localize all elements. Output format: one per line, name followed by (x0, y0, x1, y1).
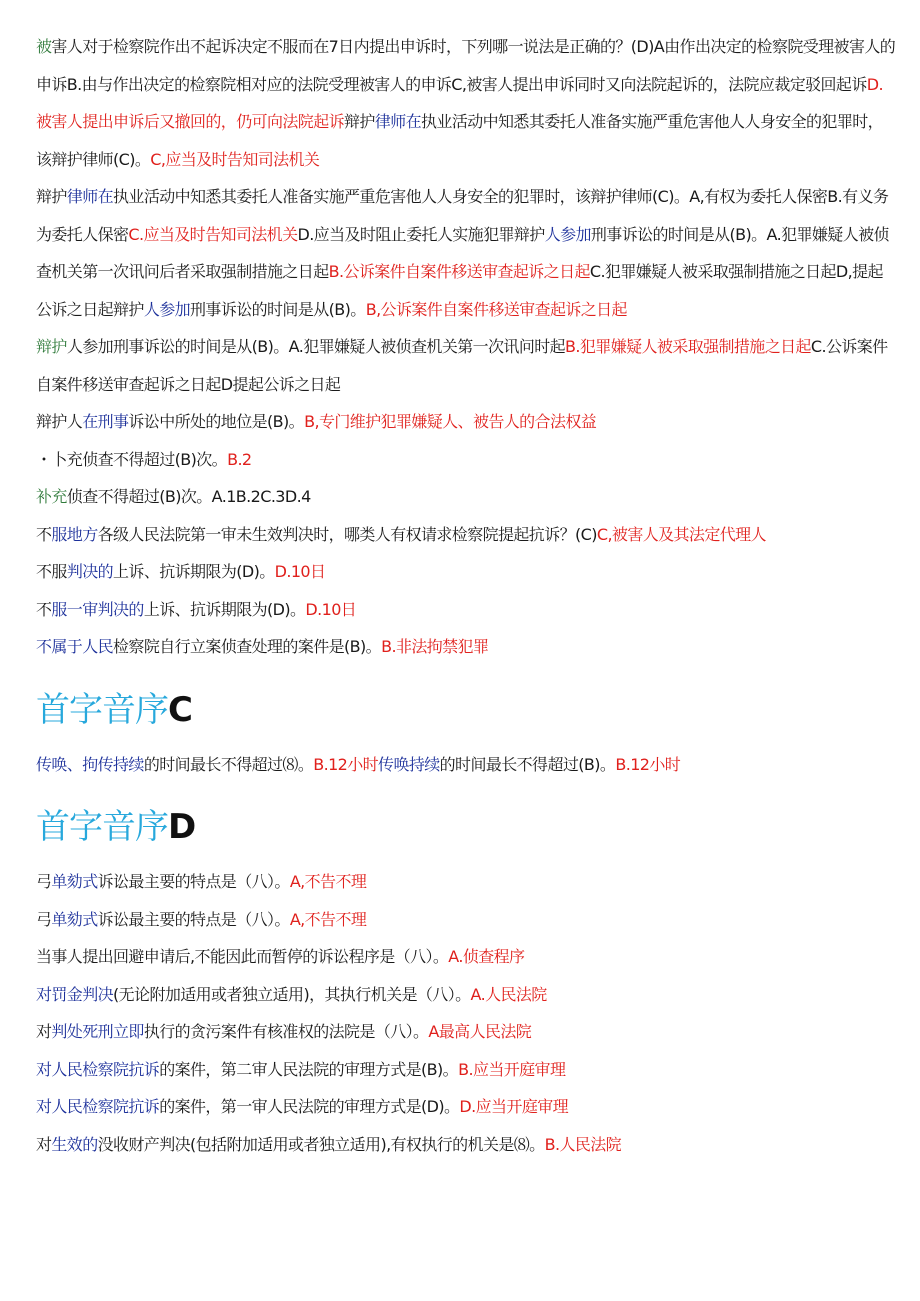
text-segment: 对罚金判决 (36, 984, 114, 1004)
paragraph (36, 553, 898, 591)
text-segment: 被 (36, 37, 52, 56)
text-segment: 辩护 (36, 337, 67, 356)
text-segment: B.12小时 (313, 754, 379, 774)
text-segment: 对人民检察院抗诉 (36, 1059, 160, 1079)
text-segment: 判处死刑立即 (51, 1022, 144, 1041)
text-segment: 害人对于检察院作出不起诉决定不服而在7日内提出申诉时，下列哪一说法是正确的？(D)A由作出决定的检察院受理被害人的申诉B.由与作出决定的检察院相对应的法院受理被害人的申诉C,被害人提出申诉同时又向法院起诉的，法院应裁定驳回起诉 (36, 37, 896, 94)
text-segment: 检察院自行立案侦查处理的案件是(B)。 (113, 637, 382, 656)
text-segment: 侦查不得超过(B)次。A.1B.2C.3D.4 (66, 487, 311, 506)
text-segment: 诉讼中所处的地位是(B)。 (128, 412, 305, 431)
paragraph (36, 178, 898, 328)
document-page (36, 28, 898, 1163)
text-segment: 不 (36, 599, 52, 619)
paragraph (36, 901, 898, 939)
text-segment: 对 (36, 1022, 52, 1041)
paragraph (36, 1051, 898, 1089)
paragraph (36, 478, 898, 516)
section-heading-d-letter: D (168, 807, 196, 847)
text-segment: 的案件，第二审人民法院的审理方式是(B)。 (159, 1059, 459, 1079)
text-segment: 刑事诉讼的时间是从(B)。 (190, 299, 366, 319)
text-segment: 服地方 (51, 524, 98, 544)
text-segment: 在刑事 (82, 412, 129, 431)
text-segment: 的案件，第一审人民法院的审理方式是(D)。 (159, 1097, 460, 1116)
text-segment: B.应当开庭审理 (458, 1059, 566, 1079)
paragraph (36, 28, 898, 178)
paragraph (36, 863, 898, 901)
text-segment: 辩护人 (36, 412, 83, 431)
text-segment: C,应当及时告知司法机关 (150, 149, 320, 169)
text-segment: B.犯罪嫌疑人被采取强制措施之日起 (565, 337, 811, 356)
text-segment: 诉讼最主要的特点是（八）。 (97, 909, 290, 929)
text-segment: 对人民检察院抗诉 (36, 1097, 160, 1116)
text-segment: 的时间最长不得超过(B)。 (439, 754, 616, 774)
paragraph (36, 976, 898, 1014)
section-heading-c-letter: C (168, 689, 192, 730)
text-segment: 执业活动中知悉其委托人准备实施严重危害他人人身安全的犯罪时，该辩护律师(C)。A,有权为委托人保密B.有义务为委托人保密 (36, 187, 889, 244)
paragraph (36, 591, 898, 629)
text-segment: 传唤、 (36, 754, 83, 774)
text-segment: 服一审判决的 (51, 599, 144, 619)
text-segment: 辩护 (344, 112, 375, 131)
paragraph-group-b (36, 28, 898, 666)
paragraph (36, 516, 898, 554)
text-segment: 生效的 (51, 1134, 98, 1154)
text-segment: 判决的 (66, 562, 114, 581)
text-segment: 执行的贪污案件有核准权的法院是（八）。 (143, 1022, 429, 1041)
text-segment: 单劾式 (51, 872, 98, 891)
text-segment: 律师在 (66, 187, 114, 206)
text-segment: 弓 (36, 872, 52, 891)
section-heading-c-text: 首字音序 (36, 689, 168, 730)
text-segment: 不属于人民 (36, 637, 114, 656)
text-segment: 对 (36, 1134, 52, 1154)
paragraph (36, 403, 898, 441)
text-segment: D.应当开庭审理 (459, 1097, 569, 1116)
text-segment: 上诉、抗诉期限为(D)。 (143, 599, 306, 619)
text-segment: A.侦查程序 (448, 947, 525, 966)
text-segment: B,专门维护犯罪嫌疑人、被告人的合法权益 (304, 412, 597, 431)
text-segment: D.10日 (305, 599, 357, 619)
text-segment: 律师在 (374, 112, 422, 131)
text-segment: 人参加 (143, 299, 191, 319)
paragraph-group-d (36, 863, 898, 1163)
text-segment: 单劾式 (51, 909, 98, 929)
text-segment: 当事人提出回避申请后,不能因此而暂停的诉讼程序是（八）。 (36, 947, 449, 966)
text-segment: D.被害人提出申诉后又撤回的，仍可向法院起诉 (36, 74, 883, 131)
text-segment: B.2 (227, 449, 252, 469)
text-segment: 弓 (36, 909, 52, 929)
paragraph (36, 1013, 898, 1051)
paragraph (36, 938, 898, 976)
text-segment: 上诉、抗诉期限为(D)。 (113, 562, 275, 581)
paragraph (36, 441, 898, 479)
text-segment: D.应当及时阻止委托人实施犯罪辩护 (297, 224, 545, 244)
text-segment: C,被害人及其法定代理人 (596, 524, 766, 544)
text-segment: A.人民法院 (470, 984, 547, 1004)
text-segment: (无论附加适用或者独立适用)，其执行机关是（八）。 (113, 984, 471, 1004)
text-segment: A,不告不理 (289, 909, 367, 929)
section-heading-d-text: 首字音序 (36, 807, 168, 847)
text-segment: 不 (36, 524, 52, 544)
paragraph (36, 746, 898, 784)
paragraph (36, 628, 898, 666)
text-segment: 刑事诉讼的时间是从(B)。A.犯罪嫌疑人被侦查机关第一次讯问后者采取强制措施之日起 (36, 224, 889, 281)
text-segment: 传唤持续 (378, 754, 440, 774)
text-segment: B.12小时 (615, 754, 681, 774)
text-segment: B.非法拘禁犯罪 (381, 637, 489, 656)
text-segment: C.犯罪嫌疑人被采取强制措施之日起D,提起公诉之日起辩护 (36, 262, 883, 319)
text-segment: 不服 (36, 562, 67, 581)
text-segment: 人参加刑事诉讼的时间是从(B)。A.犯罪嫌疑人被侦查机关第一次讯问时起 (66, 337, 566, 356)
text-segment: C.公诉案件自案件移送审查起诉之日起D提起公诉之日起 (36, 337, 888, 394)
text-segment: A最高人民法院 (428, 1022, 532, 1041)
text-segment: D.10日 (274, 562, 326, 581)
text-segment: 诉讼最主要的特点是（八）。 (97, 872, 290, 891)
text-segment: 各级人民法院第一审未生效判决时，哪类人有权请求检察院提起抗诉？(C) (97, 524, 597, 544)
section-heading-d (36, 805, 898, 849)
text-segment: C.应当及时告知司法机关 (128, 224, 298, 244)
text-segment: 拘传持续 (82, 754, 144, 774)
paragraph-group-c (36, 746, 898, 784)
text-segment: A,不告不理 (289, 872, 367, 891)
paragraph (36, 1088, 898, 1126)
paragraph (36, 1126, 898, 1164)
text-segment: 辩护 (36, 187, 67, 206)
section-heading-c (36, 688, 898, 732)
text-segment: 的时间最长不得超过⑻。 (143, 754, 314, 774)
paragraph (36, 328, 898, 403)
text-segment: 人参加 (544, 224, 591, 244)
text-segment: B.公诉案件自案件移送审查起诉之日起 (328, 262, 590, 281)
text-segment: 补充 (36, 487, 67, 506)
text-segment: B.人民法院 (544, 1134, 622, 1154)
text-segment: 没收财产判决(包括附加适用或者独立适用),有权执行的机关是⑻。 (97, 1134, 545, 1154)
text-segment: 执业活动中知悉其委托人准备实施严重危害他人人身安全的犯罪时，该辩护律师(C)。 (36, 112, 884, 169)
text-segment: B,公诉案件自案件移送审查起诉之日起 (365, 299, 627, 319)
text-segment: ・卜充侦查不得超过(B)次。 (36, 449, 228, 469)
